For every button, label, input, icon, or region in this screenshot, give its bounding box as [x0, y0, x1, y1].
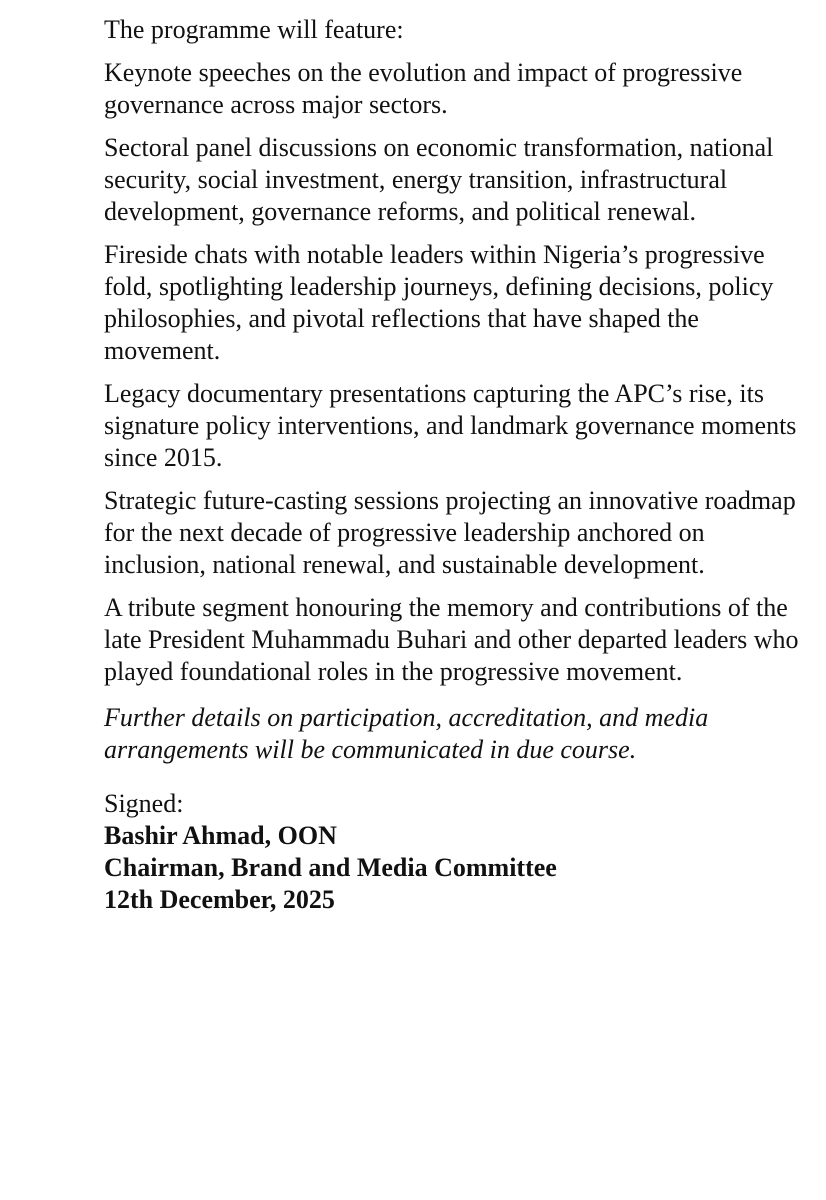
programme-item-future-casting: Strategic future-casting sessions projecting an innovative roadmap for the next decade of progressive leadership anchored on inclusion, national renewal, and sustainable development.	[104, 486, 796, 579]
signatory-title: Chairman, Brand and Media Committee	[104, 853, 557, 882]
signatory-name: Bashir Ahmad, OON	[104, 821, 337, 850]
details-note: Further details on participation, accreditation, and media arrangements will be communicated in due course.	[104, 703, 709, 764]
signature-date: 12th December, 2025	[104, 885, 335, 914]
programme-item-panels: Sectoral panel discussions on economic transformation, national security, social investment, energy transition, infrastructural development, governance reforms, and political renewal.	[104, 133, 774, 226]
document-page	[104, 14, 804, 916]
signed-label: Signed:	[104, 789, 184, 818]
programme-item-tribute: A tribute segment honouring the memory and contributions of the late President Muhammadu Buhari and other departed leaders who played foundational roles in the progressive movement.	[104, 593, 799, 686]
signature-block	[104, 788, 804, 916]
programme-item-fireside: Fireside chats with notable leaders within Nigeria’s progressive fold, spotlighting leadership journeys, defining decisions, policy philosophies, and pivotal reflections that have shaped the movement.	[104, 240, 774, 365]
programme-item-keynote: Keynote speeches on the evolution and impact of progressive governance across major sectors.	[104, 58, 743, 119]
programme-item-documentary: Legacy documentary presentations capturing the APC’s rise, its signature policy interventions, and landmark governance moments since 2015.	[104, 379, 797, 472]
programme-intro: The programme will feature:	[104, 15, 404, 44]
